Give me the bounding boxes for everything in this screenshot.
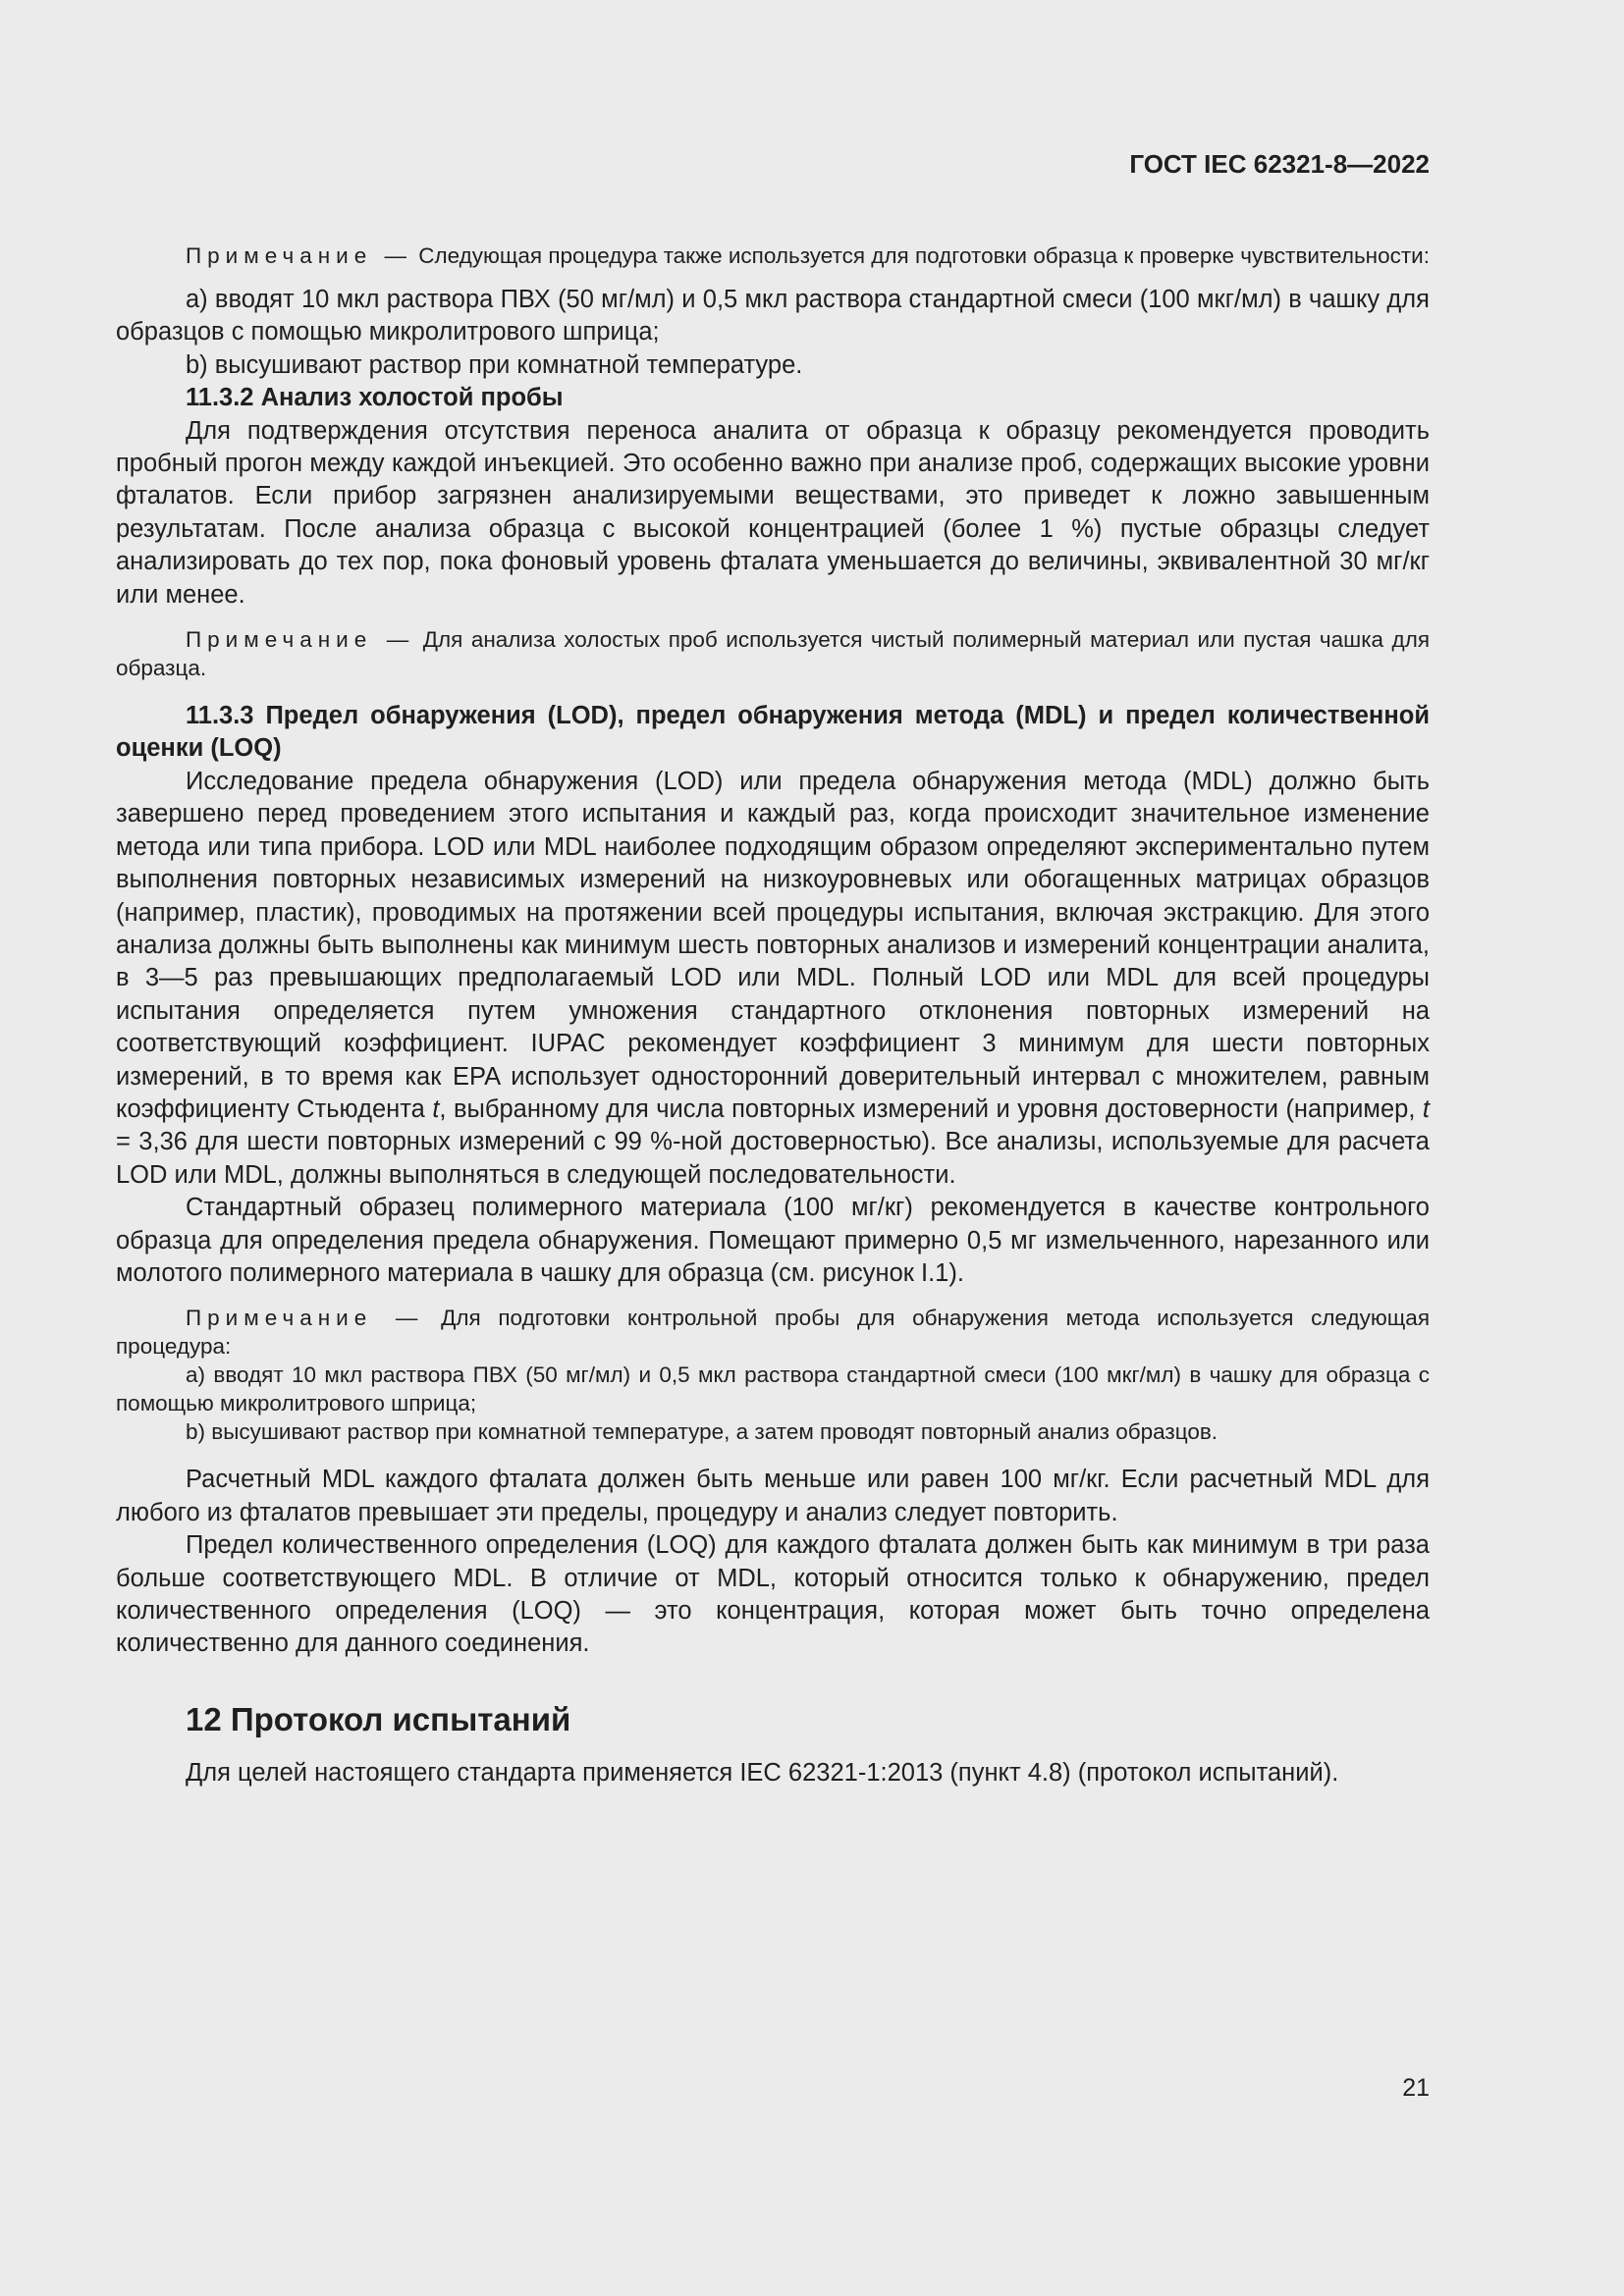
note-control-sample xyxy=(116,1304,1430,1361)
note-list-item-a: a) вводят 10 мкл раствора ПВХ (50 мг/мл) и 0,5 мкл раствора стандартной смеси (100 мкг/мл) в чашку для образца с помощью микролитрового шприца; xyxy=(116,1362,1430,1416)
section-11-3-3-paragraph-1 xyxy=(116,766,1430,1192)
text-run: = 3,36 для шести повторных измерений с 99 %-ной достоверностью). Все анализы, используемые для расчета LOD или MDL, должны выполняться в следующей последовательности. xyxy=(116,1128,1430,1189)
text-run: Исследование предела обнаружения (LOD) или предела обнаружения метода (MDL) должно быть завершено перед проведением этого испытания и каждый раз, когда происходит значительное изменение метода или типа прибора. LOD или MDL наиболее подходящим образом определяют экспериментально путем выполнения повторных независимых измерений на низкоуровневых или обогащенных матрицах образцов (например, пластик), проводимых на протяжении всей процедуры испытания, включая экстракцию. Для этого анализа должны быть выполнены как минимум шесть повторных анализов и измерений концентрации аналита, в 3—5 раз превышающих предполагаемый LOD или MDL. Полный LOD или MDL для всей процедуры испытания определяется путем умножения стандартного отклонения повторных измерений на соответствующий коэффициент. IUPAC рекомендует коэффициент 3 минимум для шести повторных измерений, в то время как EPA использует односторонний доверительный интервал с множителем, равным коэффициенту Стьюдента xyxy=(116,767,1430,1123)
note-text: Для анализа холостых проб используется чистый полимерный материал или пустая чашка для образца. xyxy=(116,627,1431,681)
note-text: Следующая процедура также используется для подготовки образца к проверке чувствительности: xyxy=(411,243,1430,268)
section-11-3-3-title: 11.3.3 Предел обнаружения (LOD), предел обнаружения метода (MDL) и предел количественной оценки (LOQ) xyxy=(116,702,1430,763)
note-blank-sample xyxy=(116,625,1430,682)
note-label: Примечание — xyxy=(186,627,415,653)
italic-variable: t xyxy=(432,1095,440,1123)
page-number: 21 xyxy=(1402,2074,1430,2102)
section-11-3-2-title: 11.3.2 Анализ холостой пробы xyxy=(186,384,564,412)
list-item-b: b) высушивают раствор при комнатной температуре. xyxy=(186,350,803,379)
section-12-paragraph: Для целей настоящего стандарта применяется IEC 62321-1:2013 (пункт 4.8) (протокол испытаний). xyxy=(186,1758,1339,1787)
text-run: , выбранному для числа повторных измерений и уровня достоверности (например, xyxy=(439,1095,1423,1123)
italic-variable: t xyxy=(1422,1095,1430,1123)
note-label: Примечание — xyxy=(186,243,412,268)
note-text: Для подготовки контрольной пробы для обнаружения метода используется следующая процедура: xyxy=(116,1306,1431,1360)
note-list-item-b: b) высушивают раствор при комнатной температуре, а затем проводят повторный анализ образцов. xyxy=(186,1419,1218,1445)
document-header: ГОСТ IEC 62321-8—2022 xyxy=(1129,149,1430,179)
section-11-3-3-paragraph-2: Стандартный образец полимерного материала (100 мг/кг) рекомендуется в качестве контрольного образца для определения предела обнаружения. Помещают примерно 0,5 мг измельченного, нарезанного или молотого полимерного материала в чашку для образца (см. рисунок I.1). xyxy=(116,1194,1430,1287)
section-11-3-2-paragraph: Для подтверждения отсутствия переноса аналита от образца к образцу рекомендуется проводить пробный прогон между каждой инъекцией. Это особенно важно при анализе проб, содержащих высокие уровни фталатов. Если прибор загрязнен анализируемыми веществами, это приведет к ложно завышенным результатам. После анализа образца с высокой концентрацией (более 1 %) пустые образцы следует анализировать до тех пор, пока фоновый уровень фталата уменьшается до величины, эквивалентной 30 мг/кг или менее. xyxy=(116,416,1430,609)
closing-paragraph-1: Расчетный MDL каждого фталата должен быть меньше или равен 100 мг/кг. Если расчетный MDL для любого из фталатов превышает эти пределы, процедуру и анализ следует повторить. xyxy=(116,1466,1430,1526)
closing-paragraph-2: Предел количественного определения (LOQ) для каждого фталата должен быть как минимум в три раза больше соответствующего MDL. В отличие от MDL, который относится только к обнаружению, предел количественного определения (LOQ) — это концентрация, которая может быть точно определена количественно для данного соединения. xyxy=(116,1531,1430,1658)
list-item-a: a) вводят 10 мкл раствора ПВХ (50 мг/мл) и 0,5 мкл раствора стандартной смеси (100 мкг/мл) в чашку для образцов с помощью микролитрового шприца; xyxy=(116,286,1430,347)
note-label: Примечание — xyxy=(186,1306,424,1331)
section-12-title: 12 Протокол испытаний xyxy=(186,1700,571,1737)
note-sensitivity xyxy=(116,241,1430,270)
